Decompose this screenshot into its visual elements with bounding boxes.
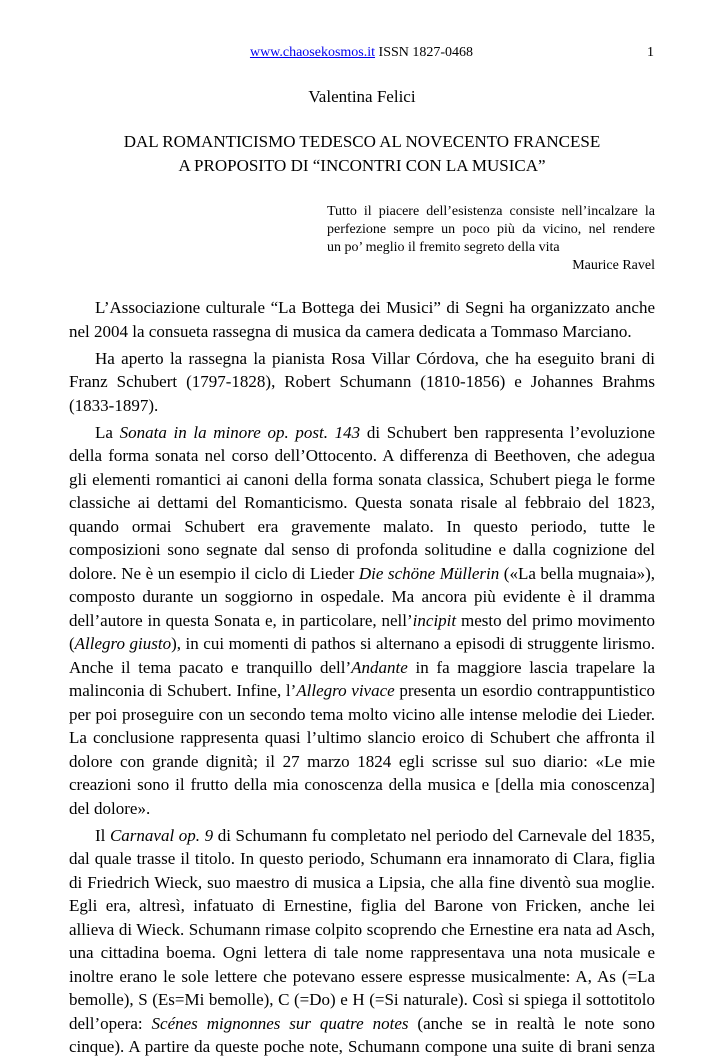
- text-run: bemolle), S (Es=Mi bemolle), C (=Do) e H (=Si naturale). Così si spiega il sottotitolo: [69, 990, 655, 1009]
- text-line: [69, 679, 655, 703]
- italic-title: Sonata in la minore op. post. 143: [119, 422, 361, 442]
- text-run: Franz Schubert (1797-1828), Robert Schumann (1810-1856) e Johannes Brahms: [69, 372, 655, 391]
- text-run: nel 2004 la consueta rassegna di musica da camera dedicata a Tommaso Marciano.: [69, 321, 632, 341]
- text-run: cinque). A partire da queste poche note, Schumann compone una suite di brani senza: [69, 1037, 655, 1056]
- text-run: della forma sonata nel corso dell’Ottocento. A differenza di Beethoven, che adegua: [69, 446, 655, 465]
- text-run: (: [69, 634, 75, 653]
- italic-title: Allegro vivace: [296, 681, 395, 700]
- text-run: Ha aperto la rassegna la pianista Rosa Villar Córdova, che ha eseguito brani di: [95, 348, 655, 368]
- text-run: allieva di Wieck. Schumann rimase colpito scoprendo che Ernestine era nata ad Asch,: [69, 919, 655, 939]
- text-run: L’Associazione culturale “La Bottega dei Musici” di Segni ha organizzato anche: [95, 298, 655, 317]
- text-run: gli elementi romantici ai canoni della forma sonata classica, Schubert piega le forme: [69, 469, 655, 489]
- text-line: [69, 797, 655, 821]
- text-run: Il: [95, 825, 110, 845]
- text-run: creazioni sono il frutto della mia conoscenza della musica e [della mia conoscenza]: [69, 775, 655, 794]
- issn-text: ISSN 1827-0468: [375, 45, 474, 60]
- website-link[interactable]: www.chaosekosmos.it: [249, 45, 376, 60]
- text-run: classiche ai dettami del Romanticismo. Questa sonata risale al febbraio del 1823,: [69, 493, 655, 512]
- text-line: [69, 370, 655, 394]
- text-line: [69, 296, 655, 320]
- paragraph: [69, 296, 655, 343]
- italic-title: Carnaval op. 9: [109, 825, 214, 845]
- text-run: per poi proseguire con un secondo tema molto vicino alle intense melodie dei Lieder.: [69, 704, 655, 724]
- text-line: [69, 988, 655, 1012]
- text-run: dolore con grande dignità; il 27 marzo 1824 egli scrisse sul suo diario: «Le mie: [69, 751, 655, 771]
- text-run: composizioni sono segnate dal senso di profonda solitudine e dalla cognizione del: [69, 540, 655, 559]
- text-line: [69, 656, 655, 680]
- epigraph-line: Tutto il piacere dell’esistenza consiste nell’incalzare la: [327, 204, 655, 219]
- paragraph: [69, 824, 655, 1059]
- text-run: quando ormai Schubert era gravemente malato. In questo periodo, tutte le: [69, 516, 655, 536]
- page-number: 1: [647, 45, 654, 60]
- text-run: (1833-1897).: [69, 395, 159, 415]
- text-line: [69, 773, 655, 797]
- article-title: [0, 130, 724, 178]
- text-line: [69, 847, 655, 871]
- paragraph: [69, 347, 655, 418]
- text-line: [69, 320, 655, 344]
- text-run: La: [95, 422, 120, 442]
- text-run: di Schumann fu completato nel periodo del Carnevale del 1835,: [213, 825, 655, 845]
- text-line: [69, 918, 655, 942]
- text-line: [69, 468, 655, 492]
- text-line: [69, 703, 655, 727]
- text-line: [69, 421, 655, 445]
- italic-title: Die schöne Müllerin: [358, 563, 500, 583]
- text-line: [69, 562, 655, 586]
- text-run: («La bella mugnaia»),: [499, 563, 655, 583]
- text-line: [69, 585, 655, 609]
- title-line-1: DAL ROMANTICISMO TEDESCO AL NOVECENTO FRANCESE: [123, 132, 601, 151]
- text-line: [69, 394, 655, 418]
- text-run: dolore. Ne è un esempio il ciclo di Lieder: [69, 563, 359, 583]
- text-line: [69, 726, 655, 750]
- text-run: dal quale trasse il titolo. In questo periodo, Schumann era innamorato di Clara, figlia: [69, 849, 655, 868]
- text-line: [69, 1012, 655, 1036]
- epigraph-attribution: Maurice Ravel: [572, 258, 655, 273]
- text-line: [69, 1035, 655, 1059]
- text-line: [69, 965, 655, 989]
- italic-title: Andante: [351, 657, 408, 677]
- italic-title: Scénes mignonnes sur quatre notes: [151, 1013, 409, 1033]
- text-line: [69, 515, 655, 539]
- text-run: composto durante un soggiorno in ospedale. Ma ancora più evidente è il dramma: [69, 587, 655, 606]
- text-line: [69, 444, 655, 468]
- text-run: di Friedrich Wieck, suo maestro di musica a Lipsia, che alla fine diventò sua moglie.: [69, 872, 655, 892]
- text-run: in fa maggiore lascia trapelare la: [407, 657, 655, 677]
- text-run: dell’opera:: [69, 1013, 152, 1033]
- article-body: [69, 296, 655, 1062]
- text-line: [69, 632, 655, 656]
- text-line: [69, 609, 655, 633]
- page-header: [69, 45, 654, 63]
- text-line: [69, 538, 655, 562]
- header-citation: [69, 45, 654, 61]
- text-run: presenta un esordio contrappuntistico: [394, 681, 655, 700]
- text-line: [69, 871, 655, 895]
- text-run: di Schubert ben rappresenta l’evoluzione: [360, 422, 655, 442]
- text-line: [69, 491, 655, 515]
- paragraph: [69, 421, 655, 821]
- text-run: mesto del primo movimento: [456, 610, 655, 630]
- text-run: una cittadina boema. Ogni lettera di tale nome rappresentava una nota musicale e: [69, 943, 655, 962]
- title-line-2: A PROPOSITO DI “INCONTRI CON LA MUSICA”: [178, 156, 546, 175]
- italic-title: Allegro giusto: [74, 634, 172, 653]
- text-run: ), in cui momenti di pathos si alternano a episodi di struggente lirismo.: [171, 634, 655, 653]
- text-run: (anche se in realtà le note sono: [408, 1013, 655, 1033]
- text-line: [69, 941, 655, 965]
- text-run: La conclusione rappresenta quasi l’ultimo slancio eroico di Schubert che affronta il: [69, 728, 655, 747]
- epigraph-line: un po’ meglio il fremito segreto della vita: [327, 240, 560, 255]
- text-run: del dolore».: [69, 798, 151, 818]
- text-run: dell’autore in questa Sonata e, in particolare, nell’: [69, 610, 413, 630]
- text-run: malinconia di Schubert. Infine, l’: [69, 681, 297, 700]
- text-line: [69, 894, 655, 918]
- text-run: Egli era, altresì, infatuato di Ernestine, figlia del Barone von Fricken, anche lei: [69, 896, 655, 915]
- epigraph-line: perfezione sempre un poco più da vicino, nel rendere: [327, 222, 655, 237]
- epigraph: [327, 203, 655, 275]
- author-name: Valentina Felici: [308, 87, 416, 106]
- text-line: [69, 750, 655, 774]
- text-run: inoltre erano le sole lettere che potevano essere espresse musicalmente: A, As (=La: [69, 966, 655, 986]
- text-line: [69, 824, 655, 848]
- text-line: [69, 347, 655, 371]
- italic-title: incipit: [412, 610, 457, 630]
- text-run: Anche il tema pacato e tranquillo dell’: [69, 657, 352, 677]
